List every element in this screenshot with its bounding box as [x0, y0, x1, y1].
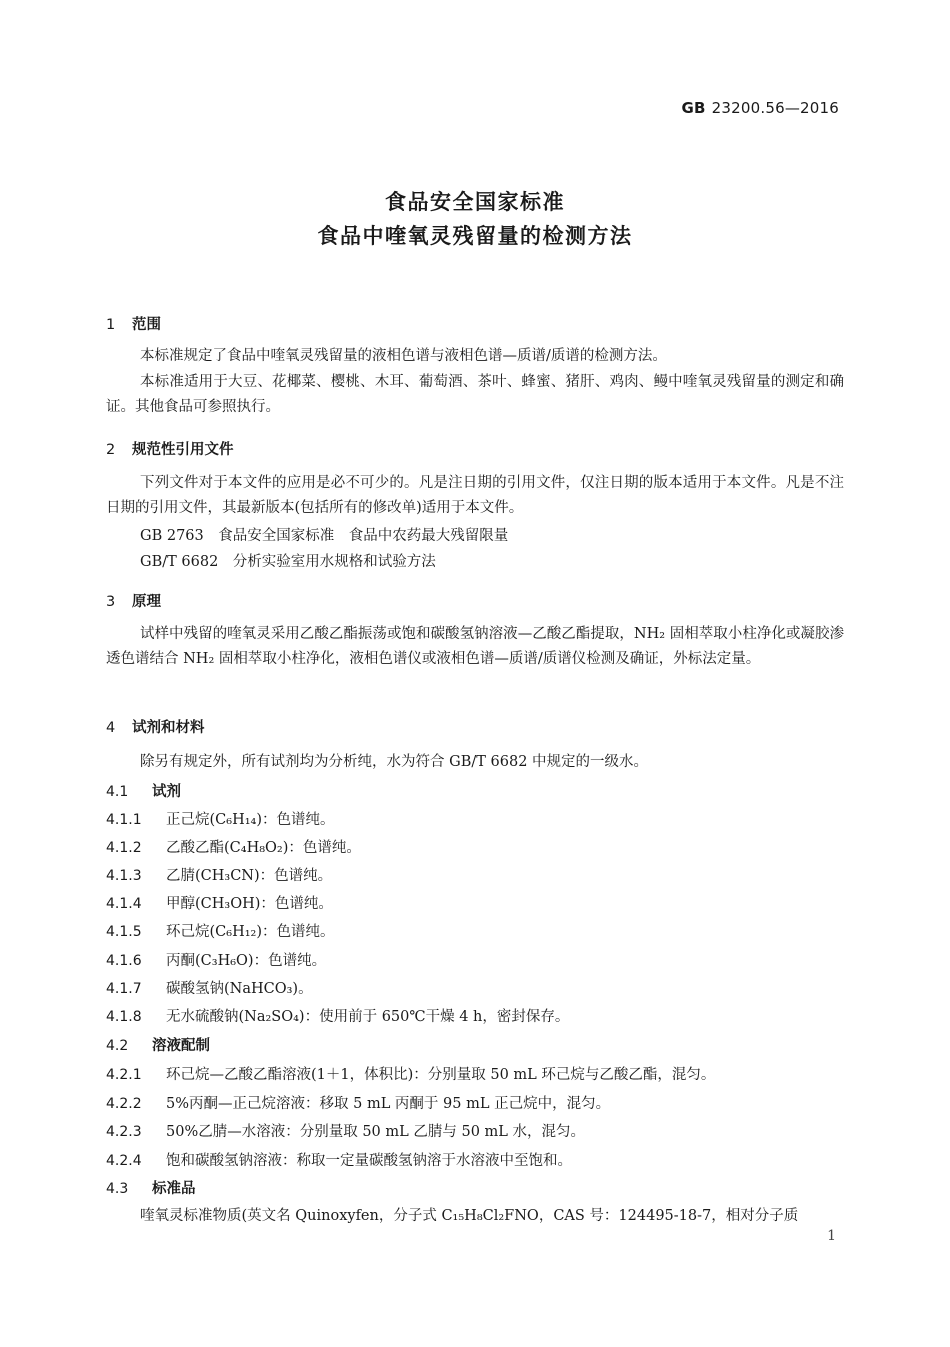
- item-number: 4.1.7: [106, 981, 142, 997]
- item-number: 4.1.8: [106, 1009, 142, 1025]
- section-heading-2: [106, 438, 234, 459]
- paragraph: 本标准规定了食品中喹氧灵残留量的液相色谱与液相色谱—质谱/质谱的检测方法。: [140, 348, 667, 364]
- item-number: 4.2.3: [106, 1124, 142, 1140]
- subsection-label: 标准品: [152, 1181, 196, 1197]
- standard-code-prefix: GB: [681, 99, 706, 117]
- list-item: [106, 1005, 569, 1026]
- document-title-line1: 食品安全国家标准: [385, 190, 565, 214]
- document-title-line2: 食品中喹氧灵残留量的检测方法: [317, 224, 633, 248]
- subsection-number: 4.3: [106, 1181, 129, 1197]
- list-item: [106, 836, 361, 857]
- item-text: 无水硫酸钠(Na₂SO₄)：使用前于 650℃干燥 4 h，密封保存。: [166, 1009, 570, 1025]
- paragraph: 喹氧灵标准物质(英文名 Quinoxyfen，分子式 C₁₅H₈Cl₂FNO，CAS 号：124495-18-7，相对分子质: [140, 1208, 799, 1224]
- section-heading-1: [106, 313, 161, 334]
- item-text: 丙酮(C₃H₆O)：色谱纯。: [166, 953, 327, 969]
- subsection-label: 溶液配制: [152, 1038, 210, 1054]
- reference-item: GB 2763 食品安全国家标准 食品中农药最大残留限量: [140, 528, 509, 544]
- paragraph: 试样中残留的喹氧灵采用乙酸乙酯振荡或饱和碳酸氢钠溶液—乙酸乙酯提取，NH₂ 固相萃取小柱净化或凝胶渗透色谱结合 NH₂ 固相萃取小柱净化，液相色谱仪或液相色谱—质谱/质谱仪检测及确证，外标法定量。: [106, 626, 844, 667]
- subsection-heading-4-3: [106, 1177, 196, 1198]
- item-text: 正己烷(C₆H₁₄)：色谱纯。: [166, 812, 335, 828]
- subsection-label: 试剂: [152, 784, 181, 800]
- section-label: 范围: [132, 317, 161, 333]
- item-text: 饱和碳酸氢钠溶液：称取一定量碳酸氢钠溶于水溶液中至饱和。: [166, 1153, 572, 1169]
- section-label: 原理: [132, 594, 161, 610]
- item-text: 环己烷—乙酸乙酯溶液(1＋1，体积比)：分别量取 50 mL 环己烷与乙酸乙酯，混匀。: [166, 1067, 716, 1083]
- section-number: 4: [106, 720, 116, 736]
- item-number: 4.1.5: [106, 924, 142, 940]
- item-number: 4.1.6: [106, 953, 142, 969]
- section-label: 试剂和材料: [132, 720, 205, 736]
- list-item: [106, 977, 313, 998]
- standard-code: [681, 99, 839, 117]
- paragraph: 下列文件对于本文件的应用是必不可少的。凡是注日期的引用文件，仅注日期的版本适用于本文件。凡是不注日期的引用文件，其最新版本(包括所有的修改单)适用于本文件。: [106, 475, 844, 516]
- list-item: [106, 892, 333, 913]
- section-number: 2: [106, 442, 116, 458]
- list-item: [106, 864, 332, 885]
- list-item: [106, 1149, 572, 1170]
- section-label: 规范性引用文件: [132, 442, 234, 458]
- section-number: 3: [106, 594, 116, 610]
- item-number: 4.1.2: [106, 840, 142, 856]
- item-text: 50%乙腈—水溶液：分别量取 50 mL 乙腈与 50 mL 水，混匀。: [166, 1124, 586, 1140]
- item-number: 4.1.1: [106, 812, 142, 828]
- item-text: 乙酸乙酯(C₄H₈O₂)：色谱纯。: [166, 840, 361, 856]
- item-number: 4.1.3: [106, 868, 142, 884]
- subsection-number: 4.2: [106, 1038, 129, 1054]
- list-item: [106, 808, 335, 829]
- item-number: 4.2.2: [106, 1096, 142, 1112]
- item-text: 5%丙酮—正己烷溶液：移取 5 mL 丙酮于 95 mL 正己烷中，混匀。: [166, 1096, 611, 1112]
- subsection-heading-4-1: [106, 780, 181, 801]
- subsection-heading-4-2: [106, 1034, 210, 1055]
- list-item: [106, 1120, 585, 1141]
- section-heading-4: [106, 716, 205, 737]
- page-number: 1: [827, 1228, 836, 1244]
- paragraph: 除另有规定外，所有试剂均为分析纯，水为符合 GB/T 6682 中规定的一级水。: [140, 754, 649, 770]
- item-number: 4.2.1: [106, 1067, 142, 1083]
- item-text: 碳酸氢钠(NaHCO₃)。: [166, 981, 313, 997]
- item-text: 甲醇(CH₃OH)：色谱纯。: [166, 896, 333, 912]
- item-number: 4.1.4: [106, 896, 142, 912]
- subsection-number: 4.1: [106, 784, 129, 800]
- list-item: [106, 1092, 610, 1113]
- item-text: 乙腈(CH₃CN)：色谱纯。: [166, 868, 333, 884]
- section-heading-3: [106, 590, 161, 611]
- section-number: 1: [106, 317, 116, 333]
- standard-code-number: 23200.56—2016: [711, 99, 839, 117]
- reference-item: GB/T 6682 分析实验室用水规格和试验方法: [140, 554, 436, 570]
- list-item: [106, 949, 326, 970]
- list-item: [106, 920, 335, 941]
- paragraph: 本标准适用于大豆、花椰菜、樱桃、木耳、葡萄酒、茶叶、蜂蜜、猪肝、鸡肉、鳗中喹氧灵残留量的测定和确证。其他食品可参照执行。: [106, 374, 844, 415]
- list-item: [106, 1063, 715, 1084]
- item-number: 4.2.4: [106, 1153, 142, 1169]
- item-text: 环己烷(C₆H₁₂)：色谱纯。: [166, 924, 335, 940]
